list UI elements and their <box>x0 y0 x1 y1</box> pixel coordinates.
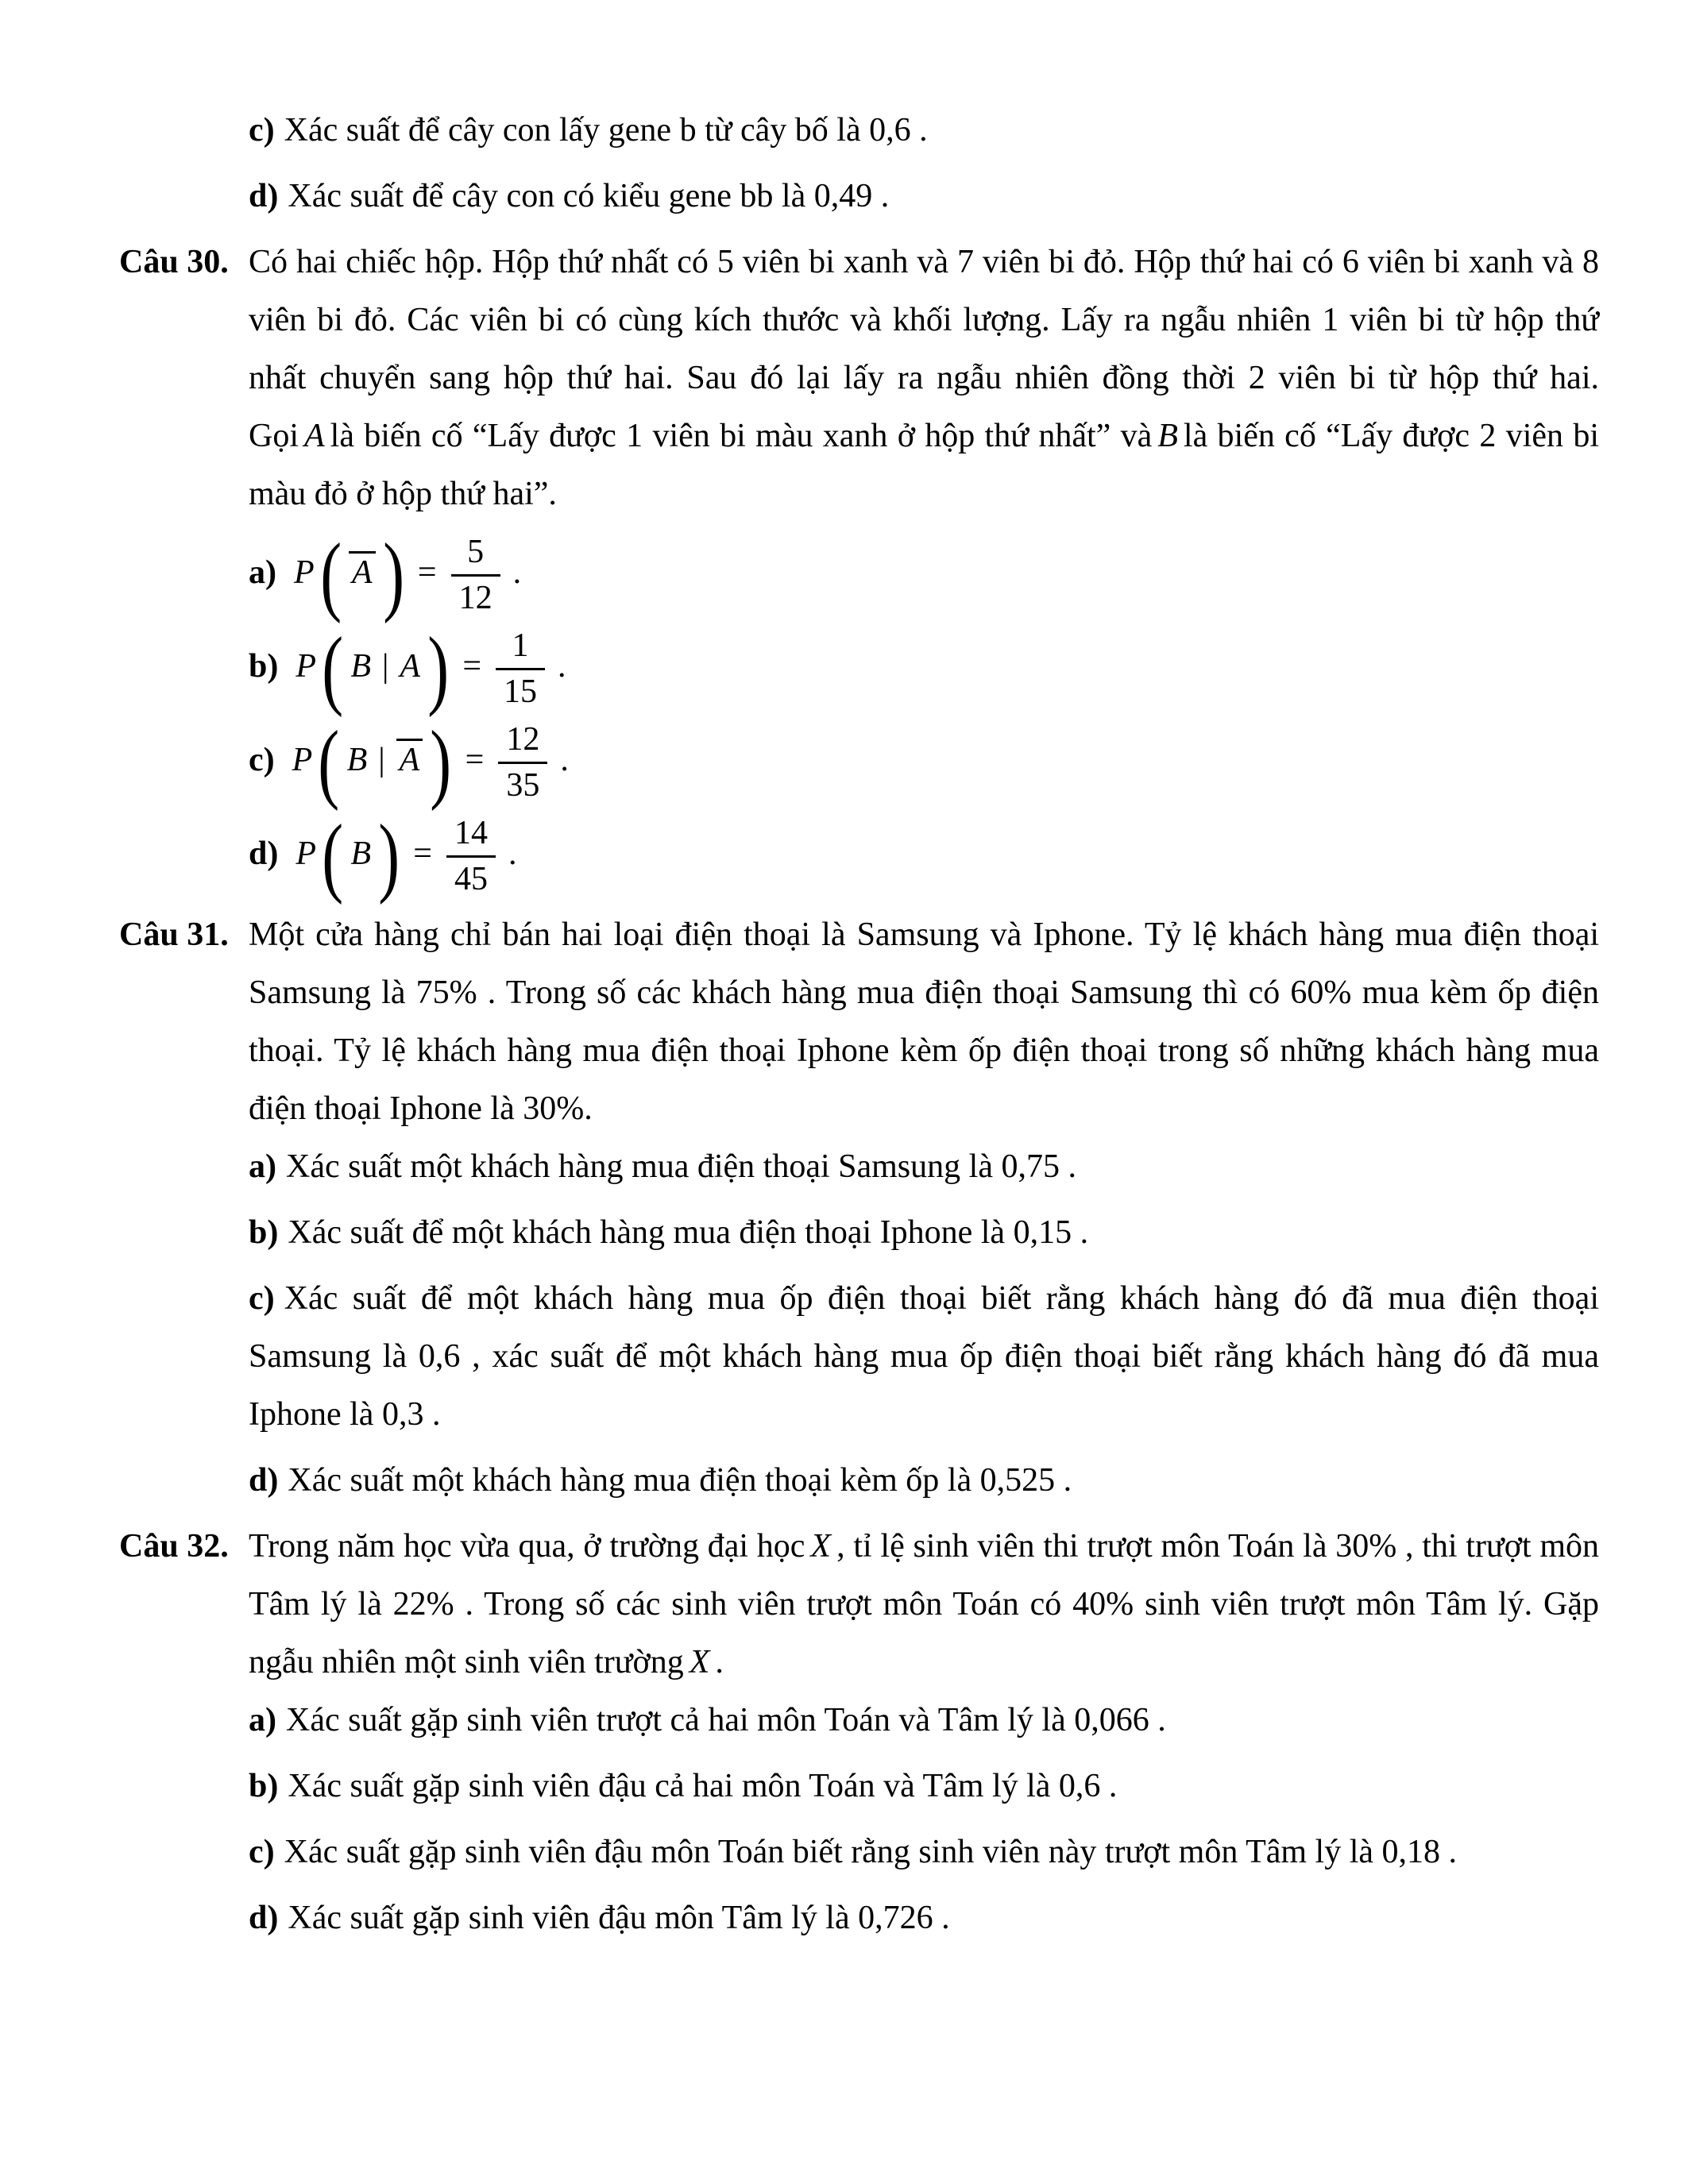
statement-item-32a <box>119 1692 1599 1750</box>
event-variable-b: B <box>350 647 371 685</box>
body-text: Một cửa hàng chỉ bán hai loại điện thoại là Samsung và Iphone. Tỷ lệ khách hàng mua điện thoại Samsung là 75% . Trong số các khách hàng mua điện thoại Samsung thì có 60% mua kèm ốp điện thoại. Tỷ lệ khách hàng mua điện thoại Iphone kèm ốp điện thoại trong số những khách hàng mua điện thoại Iphone là 30%. <box>249 916 1599 1127</box>
statement-label: a) <box>249 554 276 591</box>
statement-text: Xác suất một khách hàng mua điện thoại Samsung là 0,75 . <box>286 1148 1076 1185</box>
school-variable-x: X <box>689 1643 710 1680</box>
formula: c) P( B | A ) = $\frac{12}{35}$ . <box>249 713 569 812</box>
fraction <box>446 815 496 898</box>
body-text: , tỉ lệ sinh viên thi trượt môn Toán là 30% , thi trượt môn Tâm lý là 22% . Trong số các sinh viên trượt môn Toán có 40% sinh viên trượt môn Tâm lý. Gặp ngẫu nhiên một sinh viên trường <box>249 1527 1599 1680</box>
fraction <box>496 627 545 711</box>
statement-content <box>249 1889 1599 1947</box>
statement-item-pre-c <box>119 102 1599 160</box>
statement-text: Xác suất gặp sinh viên đậu môn Tâm lý là 0,726 . <box>288 1899 950 1936</box>
statement-item-32d <box>119 1889 1599 1947</box>
statement-content <box>249 168 1599 226</box>
numerator: 5 <box>467 533 485 570</box>
body-text: là biến cố “Lấy được 2 viên bi màu đỏ ở hộp thứ hai”. <box>249 418 1600 512</box>
statement-item-32c <box>119 1823 1599 1881</box>
event-variable-a: A <box>304 418 325 454</box>
question-number: Câu 30. <box>119 244 229 280</box>
equals-sign: = <box>465 741 485 778</box>
formula-item-b <box>119 619 1599 719</box>
question-body <box>249 233 1599 523</box>
equals-sign: = <box>462 647 482 685</box>
question-30 <box>119 233 1599 523</box>
statement-label: a) <box>249 1148 276 1185</box>
statement-text: Xác suất gặp sinh viên đậu môn Toán biết rằng sinh viên này trượt môn Tâm lý là 0,18 . <box>284 1833 1458 1870</box>
statement-text: Xác suất một khách hàng mua điện thoại kèm ốp là 0,525 . <box>288 1461 1072 1499</box>
statement-text: Xác suất để một khách hàng mua ốp điện thoại biết rằng khách hàng đó đã mua điện thoại Samsung là 0,6 , xác suất để một khách hàng mua ốp điện thoại biết rằng khách hàng đó đã mua Iphone là 0,3 . <box>249 1279 1599 1433</box>
formula: b) P( B | A) = $\frac{1}{15}$ . <box>249 619 566 719</box>
statement-label: b) <box>249 647 279 685</box>
body-text: . <box>715 1643 724 1680</box>
question-number: Câu 32. <box>119 1527 229 1565</box>
statement-content <box>249 1270 1599 1444</box>
formula-item-a <box>119 526 1599 625</box>
denominator: 12 <box>451 574 500 617</box>
denominator: 15 <box>496 668 545 711</box>
numerator: 1 <box>512 627 529 664</box>
statement-label: c) <box>249 112 275 149</box>
statement-label: d) <box>249 1899 279 1936</box>
statement-content <box>249 1692 1599 1750</box>
question-31 <box>119 906 1599 1138</box>
event-variable-b: B <box>350 835 371 872</box>
numerator: 12 <box>506 720 540 758</box>
statement-label: b) <box>249 1214 279 1251</box>
statement-label: c) <box>249 741 275 778</box>
statement-content <box>249 1758 1599 1815</box>
equals-sign: = <box>417 554 437 591</box>
probability-function: P <box>295 647 317 685</box>
conditional-bar: | <box>378 741 385 778</box>
statement-item-pre-d <box>119 168 1599 226</box>
statement-content <box>249 1452 1599 1510</box>
statement-label: a) <box>249 1701 276 1738</box>
statement-item-32b <box>119 1758 1599 1815</box>
statement-text: Xác suất để một khách hàng mua điện thoại Iphone là 0,15 . <box>288 1214 1089 1251</box>
event-variable-b: B <box>346 741 368 778</box>
body-text: là biến cố “Lấy được 1 viên bi màu xanh ở hộp thứ nhất” và <box>330 418 1153 454</box>
statement-label: b) <box>249 1767 279 1804</box>
event-a-complement-overline: A <box>349 551 376 589</box>
numerator: 14 <box>454 814 488 851</box>
statement-item-31a <box>119 1138 1599 1196</box>
formula-item-c <box>119 713 1599 812</box>
statement-label: d) <box>249 178 279 214</box>
formula: d) P( B) = $\frac{14}{45}$ . <box>249 807 517 906</box>
statement-item-31b <box>119 1204 1599 1262</box>
statement-label: c) <box>249 1833 275 1870</box>
statement-label: c) <box>249 1279 275 1317</box>
question-body <box>249 1518 1599 1692</box>
statement-label: d) <box>249 1461 279 1499</box>
statement-text: Xác suất để cây con có kiểu gene bb là 0,49 . <box>288 178 890 214</box>
school-variable-x: X <box>810 1527 832 1565</box>
denominator: 45 <box>446 855 496 898</box>
probability-function: P <box>294 554 315 591</box>
question-32 <box>119 1518 1599 1692</box>
statement-content <box>249 1204 1599 1262</box>
statement-content <box>249 1823 1599 1881</box>
question-body <box>249 906 1599 1138</box>
period: . <box>512 554 522 591</box>
period: . <box>508 835 517 872</box>
event-a-complement-overline: A <box>396 739 423 777</box>
period: . <box>560 741 569 778</box>
statement-text: Xác suất gặp sinh viên trượt cả hai môn Toán và Tâm lý là 0,066 . <box>286 1701 1166 1738</box>
denominator: 35 <box>498 762 547 805</box>
statement-text: Xác suất để cây con lấy gene b từ cây bố là 0,6 . <box>284 112 928 149</box>
formula: a) P( A ) = $\frac{5}{12}$ . <box>249 526 522 625</box>
question-number: Câu 31. <box>119 916 229 953</box>
period: . <box>558 647 566 685</box>
body-text: Có hai chiếc hộp. Hộp thứ nhất có 5 viên bi xanh và 7 viên bi đỏ. Hộp thứ hai có 6 viên bi xanh và 8 viên bi đỏ. Các viên bi có cùng kích thước và khối lượng. Lấy ra ngẫu nhiên 1 viên bi từ hộp thứ nhất chuyển sang hộp thứ hai. Sau đó lại lấy ra ngẫu nhiên đồng thời 2 viên bi từ hộp thứ hai. Gọi <box>249 244 1599 454</box>
body-text: Trong năm học vừa qua, ở trường đại học <box>249 1527 805 1565</box>
event-variable-a: A <box>400 647 421 685</box>
statement-content <box>249 102 1599 160</box>
event-variable-b: B <box>1157 418 1178 454</box>
equals-sign: = <box>413 835 432 872</box>
statement-item-31d <box>119 1452 1599 1510</box>
statement-item-31c <box>119 1270 1599 1444</box>
statement-text: Xác suất gặp sinh viên đậu cả hai môn Toán và Tâm lý là 0,6 . <box>288 1767 1118 1804</box>
probability-function: P <box>292 741 313 778</box>
statement-label: d) <box>249 835 279 872</box>
statement-content <box>249 1138 1599 1196</box>
fraction <box>498 721 547 805</box>
fraction <box>451 534 500 617</box>
probability-function: P <box>295 835 317 872</box>
formula-item-d <box>119 807 1599 906</box>
conditional-bar: | <box>381 647 389 685</box>
